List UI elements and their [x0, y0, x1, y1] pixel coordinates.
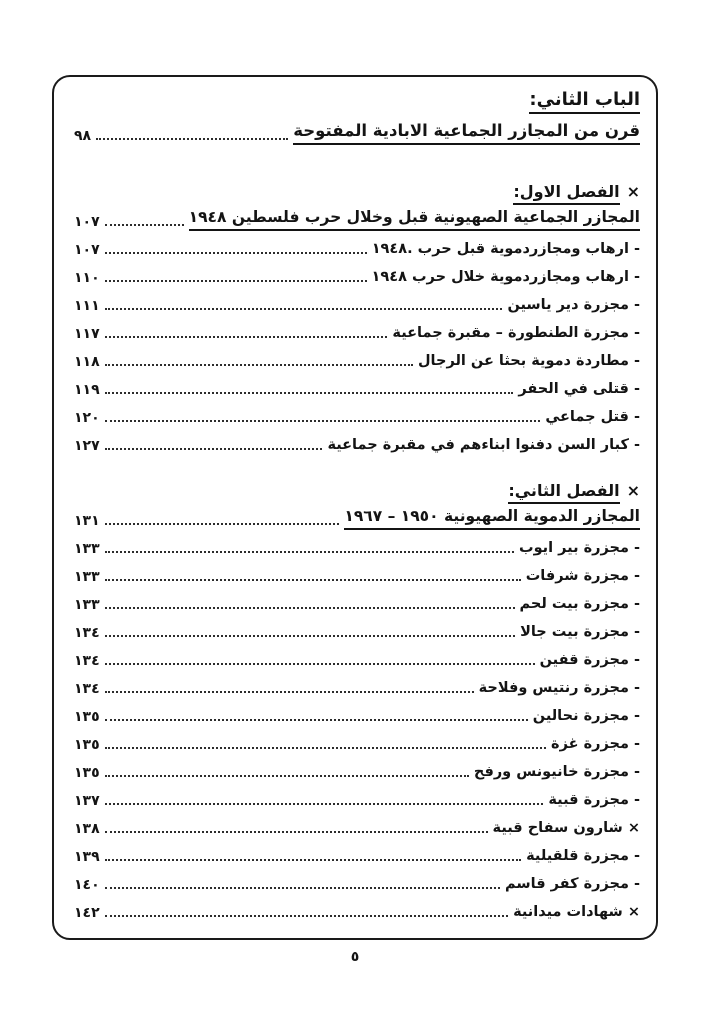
toc-entry-title: - مجزرة الطنطورة – مقبرة جماعية [392, 325, 640, 341]
dot-leader [105, 915, 508, 917]
section-spacer [74, 465, 640, 480]
toc-entry-page: ١٢٠ [74, 409, 100, 426]
toc-entry-page: ١٢٧ [74, 437, 100, 454]
toc-entry [74, 792, 640, 810]
toc-entry-page: ١١٠ [74, 269, 100, 286]
toc-entry-title: - مجزرة غزة [551, 736, 640, 752]
toc-entry-title: - مجزرة نحالين [532, 708, 640, 724]
toc-entry [74, 876, 640, 894]
toc-entry [74, 297, 640, 315]
dot-leader [105, 308, 503, 310]
toc-entry-page: ١٣٥ [74, 736, 100, 753]
chapter2-marker: × [626, 481, 640, 500]
toc-entry-page: ١٣٩ [74, 848, 100, 865]
page-number: ٩٨ [74, 128, 92, 144]
toc-entry-title: - قتل جماعي [545, 409, 640, 425]
chapter2-label [74, 480, 640, 501]
chapter2-title: المجازر الدموية الصهيونية ١٩٥٠ – ١٩٦٧ [344, 506, 640, 530]
dot-leader [105, 252, 367, 254]
dot-leader [105, 635, 515, 637]
toc-entry-page: ١٣٥ [74, 764, 100, 781]
part-heading [74, 88, 640, 111]
toc-entry-page: ١٣٣ [74, 596, 100, 613]
toc-entry [74, 353, 640, 371]
toc-entry [74, 241, 640, 259]
toc-entry [74, 904, 640, 922]
toc-entry [74, 708, 640, 726]
toc-entry-title: - ارهاب ومجازردموية خلال حرب ١٩٤٨ [371, 269, 640, 285]
toc-entry-title: - مجزرة بير ايوب [519, 540, 640, 556]
dot-leader [105, 719, 528, 721]
part-heading-text: الباب الثاني: [529, 89, 640, 114]
toc-entry-page: ١٣٤ [74, 652, 100, 669]
dot-leader [105, 336, 388, 338]
toc-entry-page: ١٤٠ [74, 876, 100, 893]
chapter1-title: المجازر الجماعية الصهيونية قبل وخلال حرب فلسطين ١٩٤٨ [189, 207, 640, 231]
toc-entry [74, 437, 640, 455]
toc-entry-title: - مجزرة شرفات [525, 568, 640, 584]
dot-leader [105, 523, 340, 525]
toc-entry [74, 820, 640, 838]
dot-leader [96, 138, 288, 140]
page-number: ١٠٧ [74, 214, 100, 230]
footer-page-number: ٥ [350, 949, 360, 965]
toc-entry [74, 652, 640, 670]
toc-entry-title: - مجزرة خانيونس ورفح [473, 764, 640, 780]
page-frame [52, 75, 658, 940]
toc-entry-page: ١٣٤ [74, 624, 100, 641]
toc-entry-page: ١١١ [74, 297, 100, 314]
toc-entry-title: - مجزرة بيت جالا [520, 624, 640, 640]
toc-entry-title: × شهادات ميدانية [513, 904, 640, 920]
toc-entry-page: ١٤٢ [74, 904, 100, 921]
toc-entry-title: - قتلى في الحفر [518, 381, 640, 397]
toc-entry-title: - مجزرة قفين [539, 652, 640, 668]
dot-leader [105, 579, 521, 581]
toc-entry-page: ١٣٨ [74, 820, 100, 837]
toc-entry-page: ١١٨ [74, 353, 100, 370]
dot-leader [105, 420, 541, 422]
toc-entry-page: ١٣٧ [74, 792, 100, 809]
toc-entry-page: ١٣٣ [74, 540, 100, 557]
chapter1-title-row [74, 207, 640, 231]
toc-entry [74, 680, 640, 698]
toc-entry-page: ١٠٧ [74, 241, 100, 258]
toc-entry-title: - مجزرة قبية [548, 792, 640, 808]
toc-entry [74, 848, 640, 866]
toc-entry [74, 325, 640, 343]
dot-leader [105, 831, 488, 833]
dot-leader [105, 607, 515, 609]
part-title-row [74, 120, 640, 145]
chapter2-label-text: الفصل الثاني: [508, 481, 619, 504]
chapter2-title-row [74, 506, 640, 530]
dot-leader [105, 280, 367, 282]
dot-leader [105, 803, 544, 805]
toc-entry [74, 269, 640, 287]
dot-leader [105, 887, 500, 889]
dot-leader [105, 551, 514, 553]
page-number: ١٣١ [74, 513, 100, 529]
dot-leader [105, 224, 184, 226]
toc-entry [74, 624, 640, 642]
toc-entry [74, 381, 640, 399]
toc-entry-title: × شارون سفاح قبية [492, 820, 640, 836]
dot-leader [105, 859, 521, 861]
chapter1-label [74, 181, 640, 202]
toc-entry-page: ١١٧ [74, 325, 100, 342]
dot-leader [105, 775, 469, 777]
toc-entry-title: - مطاردة دموية بحثا عن الرجال [417, 353, 640, 369]
toc-entry [74, 409, 640, 427]
toc-entry [74, 596, 640, 614]
toc-entry-page: ١١٩ [74, 381, 100, 398]
part-title: قرن من المجازر الجماعية الابادية المفتوحة [293, 120, 640, 145]
toc-entry-page: ١٣٣ [74, 568, 100, 585]
toc-entry [74, 540, 640, 558]
chapter1-label-text: الفصل الاول: [513, 182, 619, 205]
toc-entry [74, 568, 640, 586]
toc-entry-title: - كبار السن دفنوا ابناءهم في مقبرة جماعية [327, 437, 640, 453]
dot-leader [105, 691, 474, 693]
dot-leader [105, 747, 546, 749]
dot-leader [105, 663, 535, 665]
toc-entry-title: - مجزرة دير ياسين [507, 297, 640, 313]
dot-leader [105, 392, 514, 394]
chapter1-marker: × [626, 182, 640, 201]
dot-leader [105, 448, 323, 450]
toc-entry-title: - مجزرة بيت لحم [519, 596, 640, 612]
toc-entry [74, 736, 640, 754]
toc-entry-page: ١٣٤ [74, 680, 100, 697]
toc-entry-title: - مجزرة كفر قاسم [505, 876, 640, 892]
toc-entry-page: ١٣٥ [74, 708, 100, 725]
toc-entry-title: - ارهاب ومجازردموية قبل حرب .١٩٤٨ [371, 241, 640, 257]
toc-entry-title: - مجزرة قلقيلية [526, 848, 640, 864]
dot-leader [105, 364, 413, 366]
toc-entry-title: - مجزرة رنتيس وفلاحة [478, 680, 640, 696]
toc-entry [74, 764, 640, 782]
